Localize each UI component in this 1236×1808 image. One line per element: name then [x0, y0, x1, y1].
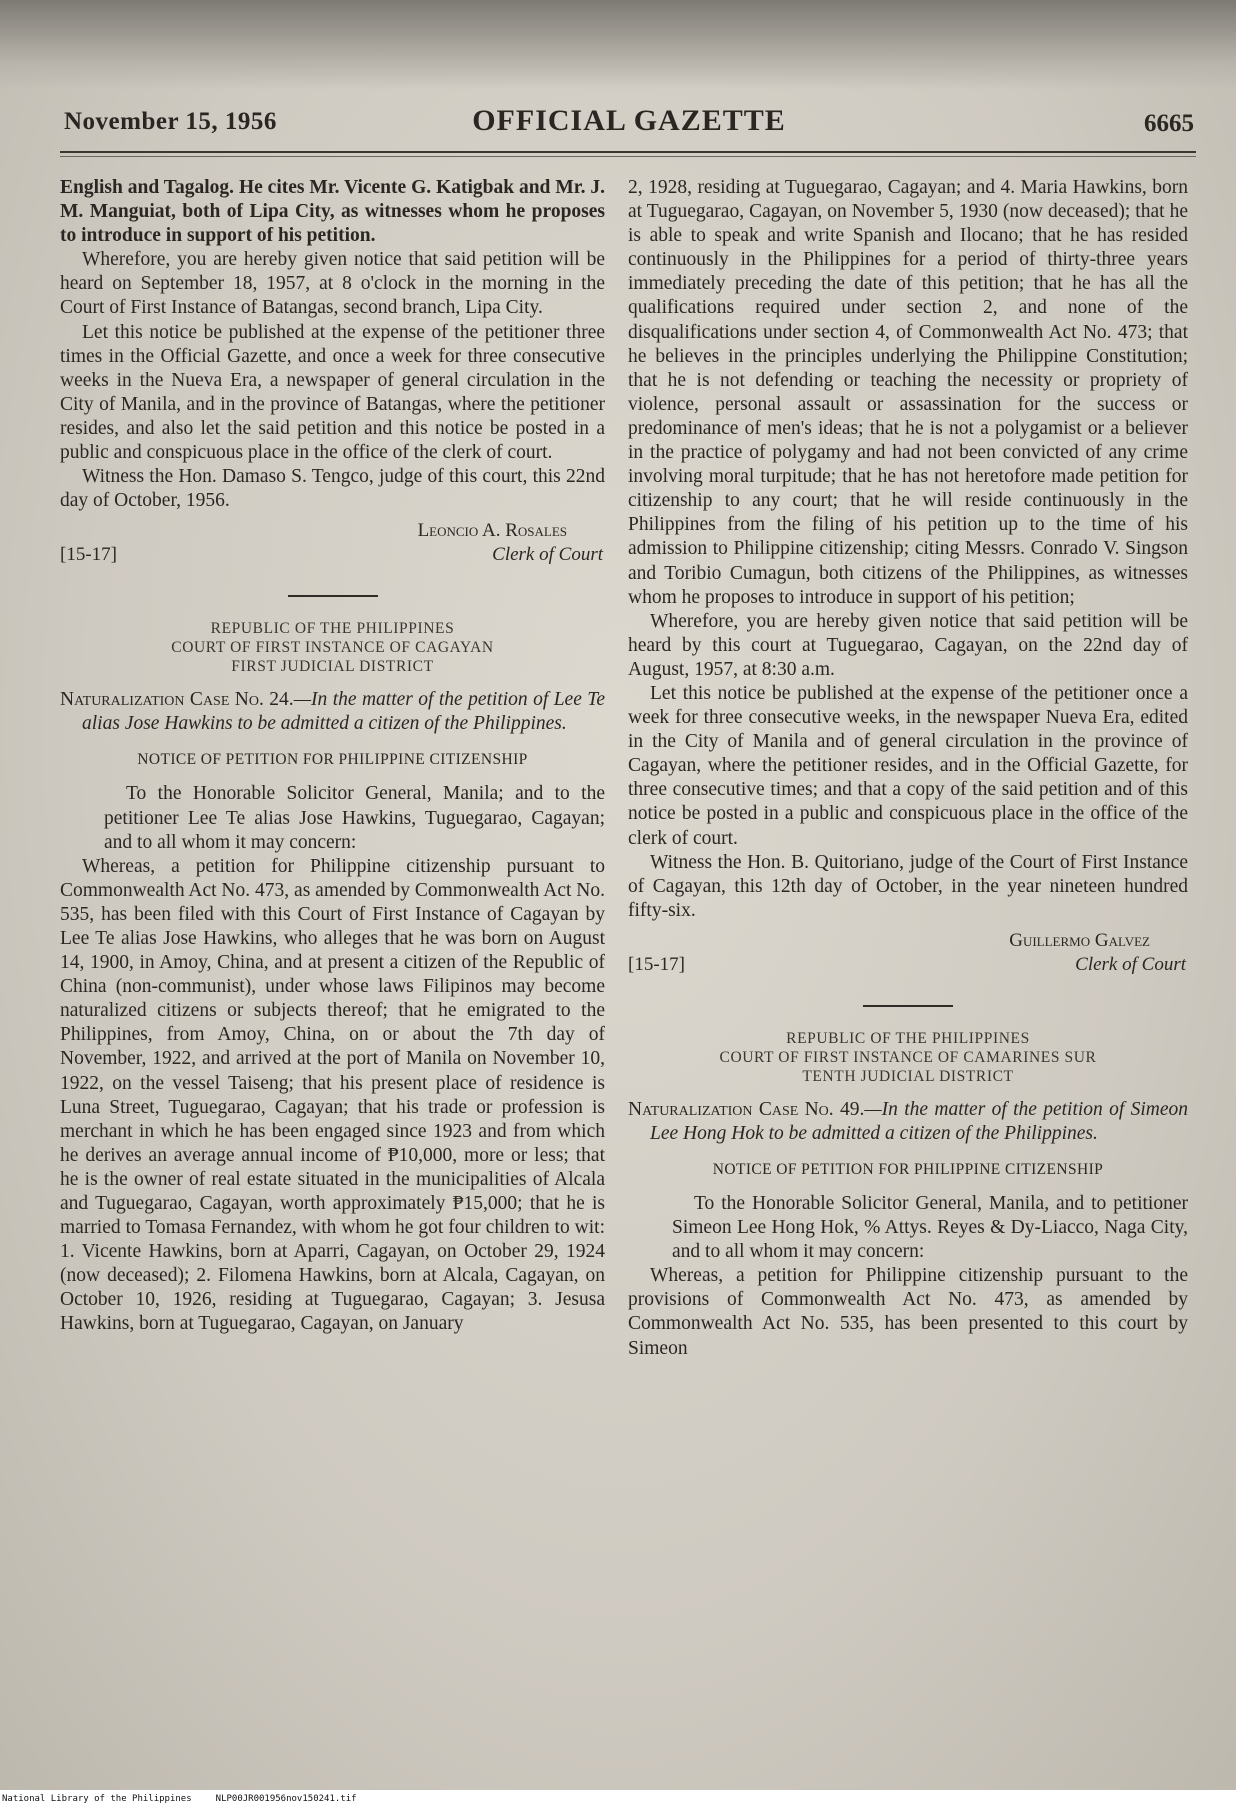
- left-court-line: COURT OF FIRST INSTANCE OF CAGAYAN: [171, 639, 494, 657]
- right-court-heading: [628, 1029, 1188, 1086]
- right-witness: Witness the Hon. B. Quitoriano, judge of the Court of First Instance of Cagayan, this 12th day of October, in the year nineteen hundred fifty-six.: [628, 851, 1188, 921]
- left-publish: Let this notice be published at the expense of the petitioner three times in the Official Gazette, and once a week for three consecutive weeks in the Nueva Era, a newspaper of general circulation in the City of Manila, and in the province of Batangas, where the petitioner resides, and also let the said petition and this notice be posted in a public and conspicuous place in the office of the clerk of court.: [60, 321, 605, 464]
- header-title: OFFICIAL GAZETTE: [472, 104, 786, 137]
- header-rule-thin: [60, 156, 1196, 157]
- right-publish: Let this notice be published at the expense of the petitioner once a week for three consecutive weeks, in the newspaper Nueva Era, edited in the City of Manila and of general circulation in the province of Cagayan, where the petitioner resides, and in the Official Gazette, for three consecutive times; and that a copy of the said petition and of this notice be posted in a public and conspicuous place in the office of the clerk of court.: [628, 682, 1188, 849]
- right-case-title: —In the matter of the petition of Simeon Lee Hong Hok to be admitted a citizen of the Philippines.: [650, 1098, 1188, 1144]
- left-notice-title: NOTICE OF PETITION FOR PHILIPPINE CITIZENSHIP: [137, 751, 528, 769]
- right-sig-ref: [15-17]: [628, 953, 685, 975]
- right-case-heading: [628, 1098, 1188, 1146]
- right-column: [628, 176, 1188, 1361]
- right-whereas: Whereas, a petition for Philippine citizenship pursuant to the provisions of Commonwealth Act No. 473, as amended by Commonwealth Act No. 535, has been presented to this court by Simeon: [628, 1265, 1188, 1359]
- left-section-divider: [288, 595, 378, 597]
- header-rule: [60, 151, 1196, 153]
- scan-footer: [0, 1790, 1236, 1808]
- header-date: November 15, 1956: [64, 108, 277, 135]
- right-court-line: COURT OF FIRST INSTANCE OF CAMARINES SUR: [719, 1048, 1097, 1066]
- left-signature: [60, 519, 605, 569]
- right-court-line: REPUBLIC OF THE PHILIPPINES: [786, 1029, 1030, 1047]
- header-page-number: 6665: [1144, 110, 1194, 137]
- right-sig-title: Clerk of Court: [1075, 953, 1186, 975]
- left-sig-ref: [15-17]: [60, 544, 117, 566]
- right-continuation: 2, 1928, residing at Tuguegarao, Cagayan; and 4. Maria Hawkins, born at Tuguegarao, Cagayan, on November 5, 1930 (now deceased); that he is able to speak and write Spanish and Ilocano; that he has resided continuously in the Philippines for a period of thirty-three years immediately preceding the date of this petition; that he has all the qualifications required under section 2, and none of the disqualifications under section 4, of Commonwealth Act No. 473; that he believes in the principles underlying the Philippine Constitution; that he is not defending or teaching the necessity or propriety of violence, personal assault or assassination for the success or predominance of men's ideas; that he is not a polygamist or a believer in the practice of polygamy and had not been convicted of any crime involving moral turpitude; that he has not heretofore made petition for citizenship to any court; that he will reside continuously in the Philippines from the filing of his petition up to the time of his admission to Philippine citizenship; citing Messrs. Conrado V. Singson and Toribio Cumagun, both citizens of the Philippines, as witnesses whom he proposes to introduce in support of his petition;: [628, 177, 1188, 608]
- left-case-title: —In the matter of the petition of Lee Te alias Jose Hawkins to be admitted a citizen of the Philippines.: [82, 689, 605, 735]
- right-case-label: Naturalization Case No. 49.: [628, 1098, 865, 1120]
- left-court-heading: [60, 619, 605, 676]
- right-wherefore: Wherefore, you are hereby given notice that said petition will be heard by this court at Tuguegarao, Cagayan, on the 22nd day of August, 1957, at 8:30 a.m.: [628, 610, 1188, 680]
- right-signature: [628, 929, 1188, 979]
- left-court-line: REPUBLIC OF THE PHILIPPINES: [210, 620, 455, 638]
- left-witness: Witness the Hon. Damaso S. Tengco, judge of this court, this 22nd day of October, 1956.: [60, 466, 605, 512]
- right-section-divider: [863, 1005, 953, 1007]
- left-sig-name: Leoncio A. Rosales: [417, 520, 567, 542]
- page-header: [64, 104, 1194, 148]
- right-court-line: TENTH JUDICIAL DISTRICT: [802, 1067, 1014, 1085]
- right-sig-name: Guillermo Galvez: [1009, 929, 1150, 951]
- left-case-heading: [60, 688, 605, 736]
- left-intro: English and Tagalog. He cites Mr. Vicente G. Katigbak and Mr. J. M. Manguiat, both of Lipa City, as witnesses whom he proposes to introduce in support of his petition.: [60, 177, 605, 247]
- left-case-label: Naturalization Case No. 24.: [60, 689, 294, 711]
- footer-file: NLP00JR001956nov150241.tif: [215, 1794, 357, 1804]
- right-to-block: To the Honorable Solicitor General, Manila, and to petitioner Simeon Lee Hong Hok, % Attys. Reyes & Dy-Liacco, Naga City, and to all whom it may concern:: [672, 1193, 1188, 1263]
- footer-library: National Library of the Philippines: [2, 1794, 192, 1804]
- left-court-line: FIRST JUDICIAL DISTRICT: [231, 658, 434, 676]
- left-whereas: Whereas, a petition for Philippine citizenship pursuant to Commonwealth Act No. 473, as amended by Commonwealth Act No. 535, has been filed with this Court of First Instance of Cagayan by Lee Te alias Jose Hawkins, who alleges that he was born on August 14, 1900, in Amoy, China, and at present a citizen of the Republic of China (non-communist), under whose laws Filipinos may become naturalized citizens or subjects thereof; that he emigrated to the Philippines, from Amoy, China, on or about the 7th day of November, 1922, and arrived at the port of Manila on November 10, 1922, on the vessel Taiseng; that his present place of residence is Luna Street, Tuguegarao, Cagayan; that his trade or profession is merchant in which he has been engaged since 1923 and from which he derives an average annual income of ₱10,000, more or less; that he is the owner of real estate situated in the municipalities of Alcala and Tuguegarao, Cagayan, worth approximately ₱15,000; that he is married to Tomasa Fernandez, with whom he got four children to wit: 1. Vicente Hawkins, born at Aparri, Cagayan, on October 29, 1924 (now deceased); 2. Filomena Hawkins, born at Alcala, Cagayan, on October 10, 1926, residing at Tuguegarao, Cagayan; 3. Jesusa Hawkins, born at Tuguegarao, Cagayan, on January: [60, 855, 605, 1335]
- left-column: [60, 176, 605, 1337]
- right-notice-title: NOTICE OF PETITION FOR PHILIPPINE CITIZENSHIP: [712, 1160, 1104, 1178]
- left-to-block: To the Honorable Solicitor General, Manila; and to the petitioner Lee Te alias Jose Hawkins, Tuguegarao, Cagayan; and to all whom it may concern:: [104, 783, 605, 853]
- left-wherefore: Wherefore, you are hereby given notice that said petition will be heard on September 18, 1957, at 8 o'clock in the morning in the Court of First Instance of Batangas, second branch, Lipa City.: [60, 249, 605, 319]
- scan-shadow: [0, 0, 1236, 90]
- left-sig-title: Clerk of Court: [492, 544, 603, 566]
